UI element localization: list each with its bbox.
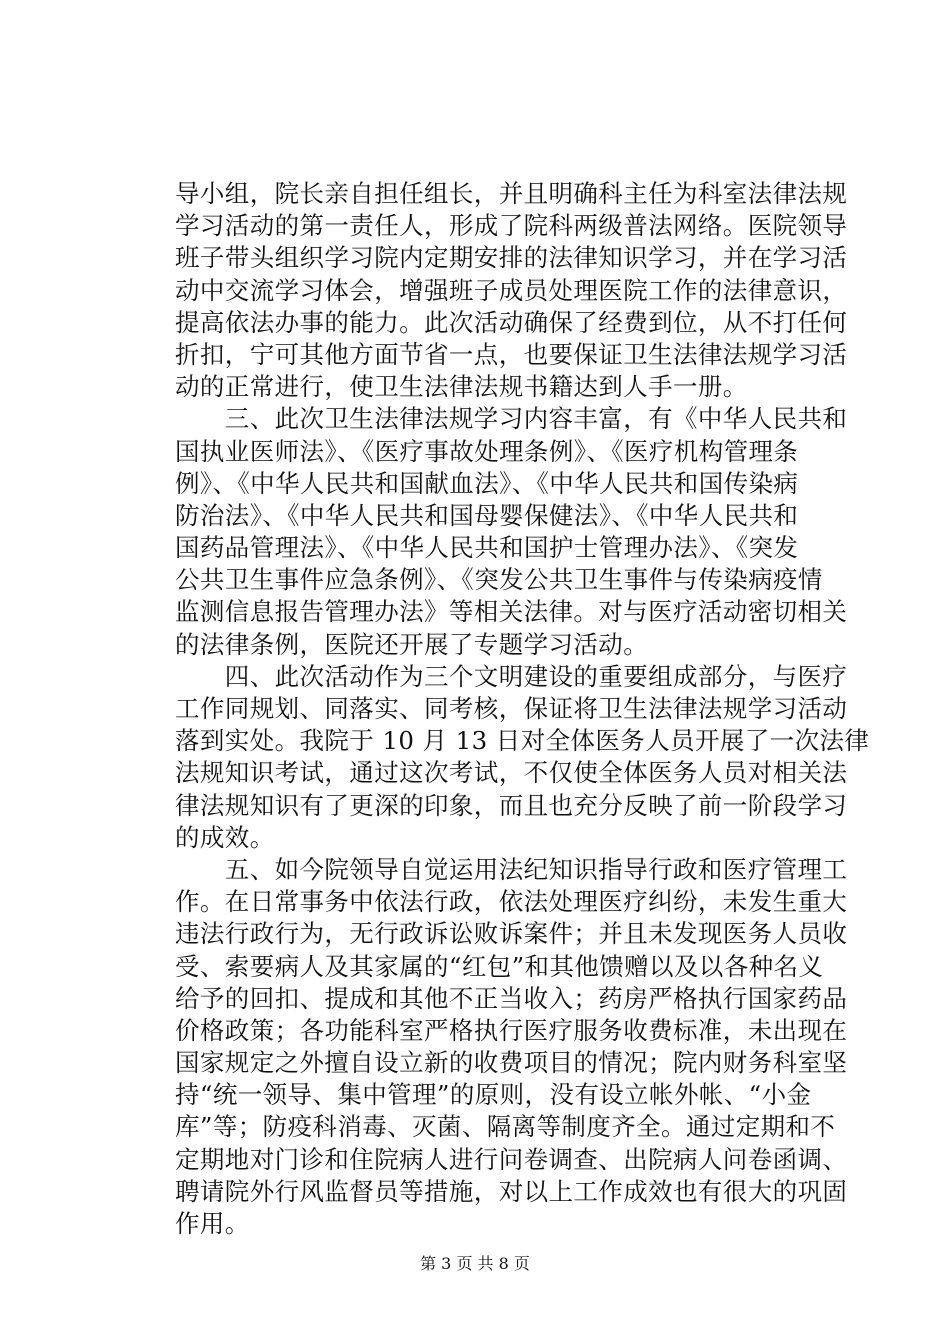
text-line: 违法行政行为，无行政诉讼败诉案件；并且未发现医务人员收 xyxy=(175,919,848,949)
text-line: 班子带头组织学习院内定期安排的法律知识学习，并在学习活 xyxy=(175,243,848,273)
text-line: 四、此次活动作为三个文明建设的重要组成部分，与医疗 xyxy=(175,661,848,691)
text-line: 折扣，宁可其他方面节省一点，也要保证卫生法律法规学习活 xyxy=(175,339,848,369)
text-line: 学习活动的第一责任人，形成了院科两级普法网络。医院领导 xyxy=(175,211,848,241)
text-line: 公共卫生事件应急条例》、《突发公共卫生事件与传染病疫情 xyxy=(175,565,823,595)
text-line: 的法律条例，医院还开展了专题学习活动。 xyxy=(175,629,649,659)
text-line: 监测信息报告管理办法》等相关法律。对与医疗活动密切相关 xyxy=(175,597,848,627)
text-line: 落到实处。我院于 10 月 13 日对全体医务人员开展了一次法律 xyxy=(175,726,870,756)
text-line: 防治法》、《中华人民共和国母婴保健法》、《中华人民共和 xyxy=(175,500,799,530)
text-line: 持“统一领导、集中管理”的原则，没有设立帐外帐、“小金 xyxy=(175,1080,812,1110)
text-line: 国家规定之外擅自设立新的收费项目的情况；院内财务科室坚 xyxy=(175,1048,848,1078)
text-line: 提高依法办事的能力。此次活动确保了经费到位，从不打任何 xyxy=(175,307,848,337)
text-line: 作用。 xyxy=(175,1209,250,1238)
text-line: 的成效。 xyxy=(175,822,275,852)
text-line: 例》、《中华人民共和国献血法》、《中华人民共和国传染病 xyxy=(175,468,799,498)
document-body xyxy=(175,178,870,1240)
text-line: 动中交流学习体会，增强班子成员处理医院工作的法律意识， xyxy=(175,275,848,305)
text-line: 国执业医师法》、《医疗事故处理条例》、《医疗机构管理条 xyxy=(175,436,799,466)
text-line: 导小组，院长亲自担任组长，并且明确科主任为科室法律法规 xyxy=(175,179,848,208)
text-line: 法规知识考试，通过这次考试，不仅使全体医务人员对相关法 xyxy=(175,758,848,788)
text-line: 五、如今院领导自觉运用法纪知识指导行政和医疗管理工 xyxy=(175,854,848,884)
page-number-footer: 第 3 页 共 8 页 xyxy=(420,1254,530,1273)
text-line: 聘请院外行风监督员等措施，对以上工作成效也有很大的巩固 xyxy=(175,1176,848,1206)
text-line: 定期地对门诊和住院病人进行问卷调查、出院病人问卷函调、 xyxy=(175,1144,848,1174)
text-line: 律法规知识有了更深的印象，而且也充分反映了前一阶段学习 xyxy=(175,790,848,820)
text-line: 作。在日常事务中依法行政，依法处理医疗纠纷，未发生重大 xyxy=(175,887,848,917)
text-line: 工作同规划、同落实、同考核，保证将卫生法律法规学习活动 xyxy=(175,694,848,723)
text-line: 国药品管理法》、《中华人民共和国护士管理办法》、《突发 xyxy=(175,533,799,563)
text-line: 库”等；防疫科消毒、灭菌、隔离等制度齐全。通过定期和不 xyxy=(175,1112,836,1142)
text-line: 给予的回扣、提成和其他不正当收入；药房严格执行国家药品 xyxy=(175,983,848,1013)
text-line: 价格政策；各功能科室严格执行医疗服务收费标准，未出现在 xyxy=(175,1015,848,1045)
text-line: 受、索要病人及其家属的“红包”和其他馈赠以及以各种名义 xyxy=(175,951,824,981)
text-line: 三、此次卫生法律法规学习内容丰富，有《中华人民共和 xyxy=(175,404,848,434)
text-line: 动的正常进行，使卫生法律法规书籍达到人手一册。 xyxy=(175,372,748,402)
